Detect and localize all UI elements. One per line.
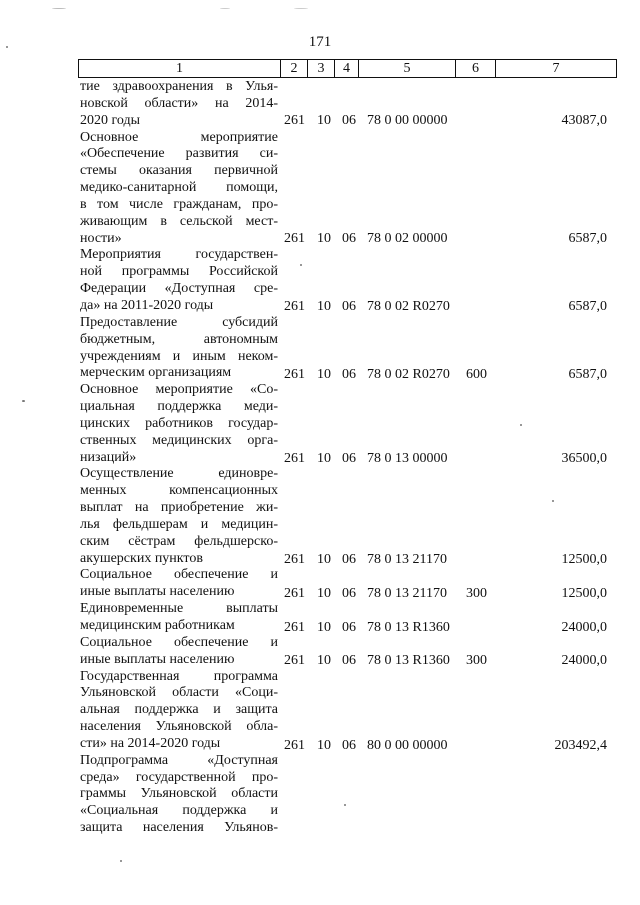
cell-amount: 24000,0 — [561, 653, 607, 668]
cell-amount: 6587,0 — [568, 231, 607, 246]
cell-amount: 6587,0 — [568, 299, 607, 314]
text-line: иные выплаты населению — [80, 651, 235, 667]
cell-target-article: 78 0 13 R1360 — [367, 653, 450, 668]
cell-target-article: 78 0 02 00000 — [367, 231, 448, 246]
header-col-3: 3 — [308, 60, 335, 77]
cell-subsection: 06 — [342, 451, 356, 466]
cell-subsection: 06 — [342, 299, 356, 314]
cell-target-article: 78 0 00 00000 — [367, 113, 448, 128]
cell-amount: 12500,0 — [561, 586, 607, 601]
text-line: бюджетным, автономным — [80, 331, 278, 347]
text-line: тие здравоохранения в Улья- — [80, 79, 278, 94]
text-line: Осуществление единовре- — [80, 466, 278, 482]
table-row — [0, 230, 640, 247]
scan-mark — [52, 8, 66, 9]
cell-admin-code: 261 — [284, 299, 305, 314]
header-col-5: 5 — [359, 60, 456, 77]
text-line: населения Ульяновской обла- — [80, 719, 278, 735]
text-line: Социальное обеспечение и — [80, 567, 278, 583]
cell-target-article: 78 0 13 21170 — [367, 586, 447, 601]
cell-target-article: 78 0 13 R1360 — [367, 620, 450, 635]
text-line: «Обеспечение развития си- — [80, 146, 278, 162]
scan-mark — [6, 46, 8, 48]
header-col-6: 6 — [456, 60, 496, 77]
text-line: альная поддержка и защита — [80, 702, 278, 718]
scan-mark — [300, 264, 302, 266]
cell-section: 10 — [317, 367, 331, 382]
text-line: в том числе гражданам, про- — [80, 196, 278, 212]
cell-target-article: 80 0 00 00000 — [367, 738, 448, 753]
text-line: Подпрограмма «Доступная — [80, 752, 278, 768]
cell-admin-code: 261 — [284, 367, 305, 382]
cell-section: 10 — [317, 586, 331, 601]
text-line: сти» на 2014-2020 годы — [80, 735, 221, 751]
table-row — [0, 585, 640, 602]
cell-amount: 36500,0 — [561, 451, 607, 466]
text-line: выплат на приобретение жи- — [80, 500, 278, 516]
cell-section: 10 — [317, 113, 331, 128]
cell-amount: 24000,0 — [561, 620, 607, 635]
page-number: 171 — [308, 34, 332, 50]
text-line: «Социальная поддержка и — [80, 803, 278, 819]
cell-section: 10 — [317, 451, 331, 466]
text-line: циальная поддержка меди- — [80, 399, 278, 415]
cell-amount: 6587,0 — [568, 367, 607, 382]
text-line: Основное мероприятие — [80, 129, 278, 145]
cell-subsection: 06 — [342, 367, 356, 382]
text-line: лья фельдшерам и медицин- — [80, 516, 278, 532]
cell-subsection: 06 — [342, 653, 356, 668]
cell-section: 10 — [317, 738, 331, 753]
cell-section: 10 — [317, 299, 331, 314]
cell-section: 10 — [317, 231, 331, 246]
text-line: защита населения Ульянов- — [80, 820, 278, 836]
cell-expense-type: 600 — [466, 367, 487, 382]
scan-mark — [344, 804, 346, 806]
text-line: ности» — [80, 230, 122, 246]
cell-section: 10 — [317, 620, 331, 635]
scan-mark — [520, 424, 522, 426]
cell-subsection: 06 — [342, 552, 356, 567]
cell-subsection: 06 — [342, 113, 356, 128]
table-row — [0, 652, 640, 669]
text-line: Основное мероприятие «Со- — [80, 382, 278, 398]
cell-admin-code: 261 — [284, 552, 305, 567]
table-row — [0, 298, 640, 315]
text-line: менных компенсационных — [80, 483, 278, 499]
text-line: Единовременные выплаты — [80, 601, 278, 617]
text-line: стемы оказания первичной — [80, 163, 278, 179]
text-line: низаций» — [80, 449, 137, 465]
cell-target-article: 78 0 13 21170 — [367, 552, 447, 567]
cell-admin-code: 261 — [284, 231, 305, 246]
cell-amount: 203492,4 — [554, 738, 607, 753]
cell-subsection: 06 — [342, 586, 356, 601]
cell-section: 10 — [317, 653, 331, 668]
text-line: мерческим организациям — [80, 365, 232, 381]
cell-amount: 12500,0 — [561, 552, 607, 567]
cell-subsection: 06 — [342, 620, 356, 635]
header-col-7: 7 — [552, 61, 560, 76]
cell-target-article: 78 0 02 R0270 — [367, 299, 450, 314]
cell-admin-code: 261 — [284, 620, 305, 635]
text-line: Социальное обеспечение и — [80, 634, 278, 650]
cell-expense-type: 300 — [466, 653, 487, 668]
cell-subsection: 06 — [342, 231, 356, 246]
text-line: акушерских пунктов — [80, 550, 203, 566]
cell-subsection: 06 — [342, 738, 356, 753]
cell-admin-code: 261 — [284, 653, 305, 668]
cell-admin-code: 261 — [284, 586, 305, 601]
table-row — [0, 366, 640, 383]
text-line: живающим в сельской мест- — [80, 213, 278, 229]
text-line: цинских работников государ- — [80, 415, 278, 431]
table-row — [0, 450, 640, 467]
table-row — [0, 112, 640, 129]
text-line: ственных медицинских орга- — [80, 432, 278, 448]
text-line: ной программы Российской — [80, 264, 278, 280]
cell-admin-code: 261 — [284, 113, 305, 128]
scan-mark — [294, 8, 308, 9]
text-line: да» на 2011-2020 годы — [80, 297, 214, 313]
cell-target-article: 78 0 02 R0270 — [367, 367, 450, 382]
scan-mark — [220, 8, 230, 9]
text-line: Предоставление субсидий — [80, 314, 278, 330]
header-col-2: 2 — [281, 60, 308, 77]
scan-mark — [22, 400, 25, 402]
cell-admin-code: 261 — [284, 738, 305, 753]
cell-admin-code: 261 — [284, 451, 305, 466]
header-col-4: 4 — [335, 60, 359, 77]
cell-target-article: 78 0 13 00000 — [367, 451, 448, 466]
cell-expense-type: 300 — [466, 586, 487, 601]
cell-section: 10 — [317, 552, 331, 567]
table-row — [0, 737, 640, 754]
text-line: Ульяновской области «Соци- — [80, 685, 278, 701]
text-line: новской области» на 2014- — [80, 95, 278, 111]
text-line: Мероприятия государствен- — [80, 247, 278, 263]
scan-mark — [552, 500, 554, 502]
table-row — [0, 551, 640, 568]
text-line: 2020 годы — [80, 112, 141, 128]
text-line: учреждениям и иным неком- — [80, 348, 278, 364]
text-line: медико-санитарной помощи, — [80, 180, 278, 196]
text-line: среда» государственной про- — [80, 769, 278, 785]
table-header — [78, 59, 617, 78]
text-line: Государственная программа — [80, 668, 278, 684]
table-row — [0, 619, 640, 636]
text-line: ским сёстрам фельдшерско- — [80, 533, 278, 549]
scan-mark — [120, 860, 122, 862]
text-line: медицинским работникам — [80, 618, 235, 633]
cell-amount: 43087,0 — [561, 113, 607, 128]
text-line: иные выплаты населению — [80, 584, 235, 600]
text-line: Федерации «Доступная сре- — [80, 281, 278, 297]
text-line: граммы Ульяновской области — [80, 786, 278, 802]
header-col-1: 1 — [79, 60, 281, 77]
